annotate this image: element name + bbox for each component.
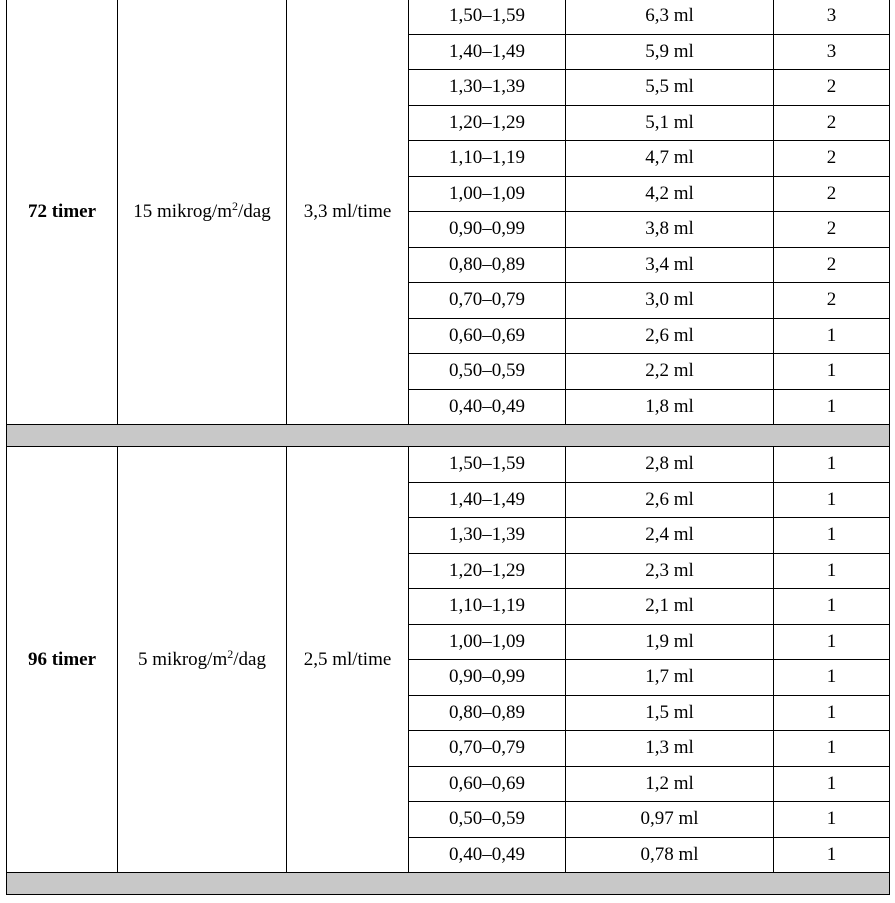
range-cell: 0,60–0,69 <box>409 318 566 354</box>
count-cell: 2 <box>774 105 890 141</box>
volume-cell: 6,3 ml <box>566 0 774 34</box>
range-cell: 0,70–0,79 <box>409 283 566 319</box>
volume-cell: 5,1 ml <box>566 105 774 141</box>
range-cell: 1,40–1,49 <box>409 482 566 518</box>
range-cell: 1,00–1,09 <box>409 176 566 212</box>
separator-cell <box>7 873 890 895</box>
range-cell: 0,90–0,99 <box>409 212 566 248</box>
count-cell: 2 <box>774 247 890 283</box>
separator-row <box>7 873 890 895</box>
duration-cell: 72 timer <box>7 0 118 425</box>
count-cell: 1 <box>774 624 890 660</box>
count-cell: 1 <box>774 589 890 625</box>
range-cell: 1,00–1,09 <box>409 624 566 660</box>
dosing-table <box>6 0 890 895</box>
dose-unit: /dag <box>233 648 266 670</box>
range-cell: 0,50–0,59 <box>409 354 566 390</box>
duration-cell: 96 timer <box>7 447 118 873</box>
count-cell: 1 <box>774 447 890 483</box>
dosing-table-body <box>7 0 890 895</box>
volume-cell: 2,6 ml <box>566 318 774 354</box>
volume-cell: 1,8 ml <box>566 389 774 425</box>
table-row <box>7 447 890 483</box>
count-cell: 1 <box>774 482 890 518</box>
count-cell: 1 <box>774 766 890 802</box>
infusion-rate-cell: 3,3 ml/time <box>287 0 409 425</box>
count-cell: 1 <box>774 354 890 390</box>
range-cell: 1,50–1,59 <box>409 0 566 34</box>
range-cell: 0,80–0,89 <box>409 247 566 283</box>
volume-cell: 0,78 ml <box>566 837 774 873</box>
count-cell: 1 <box>774 731 890 767</box>
count-cell: 1 <box>774 802 890 838</box>
count-cell: 1 <box>774 553 890 589</box>
range-cell: 0,70–0,79 <box>409 731 566 767</box>
range-cell: 1,40–1,49 <box>409 34 566 70</box>
count-cell: 2 <box>774 176 890 212</box>
dose-exponent: 2 <box>231 198 238 213</box>
volume-cell: 2,1 ml <box>566 589 774 625</box>
dose-cell <box>118 0 287 425</box>
volume-cell: 3,4 ml <box>566 247 774 283</box>
range-cell: 0,90–0,99 <box>409 660 566 696</box>
separator-row <box>7 425 890 447</box>
count-cell: 1 <box>774 318 890 354</box>
range-cell: 0,40–0,49 <box>409 837 566 873</box>
range-cell: 0,50–0,59 <box>409 802 566 838</box>
count-cell: 1 <box>774 837 890 873</box>
volume-cell: 1,5 ml <box>566 695 774 731</box>
volume-cell: 2,8 ml <box>566 447 774 483</box>
count-cell: 1 <box>774 389 890 425</box>
count-cell: 3 <box>774 34 890 70</box>
dose-cell <box>118 447 287 873</box>
volume-cell: 2,2 ml <box>566 354 774 390</box>
separator-cell <box>7 425 890 447</box>
volume-cell: 3,0 ml <box>566 283 774 319</box>
volume-cell: 4,7 ml <box>566 141 774 177</box>
dose-exponent: 2 <box>227 646 234 661</box>
volume-cell: 1,2 ml <box>566 766 774 802</box>
count-cell: 2 <box>774 141 890 177</box>
range-cell: 1,10–1,19 <box>409 589 566 625</box>
range-cell: 1,30–1,39 <box>409 70 566 106</box>
volume-cell: 3,8 ml <box>566 212 774 248</box>
volume-cell: 4,2 ml <box>566 176 774 212</box>
volume-cell: 2,6 ml <box>566 482 774 518</box>
volume-cell: 1,3 ml <box>566 731 774 767</box>
infusion-rate-cell: 2,5 ml/time <box>287 447 409 873</box>
table-row <box>7 0 890 34</box>
range-cell: 1,50–1,59 <box>409 447 566 483</box>
range-cell: 0,60–0,69 <box>409 766 566 802</box>
volume-cell: 2,4 ml <box>566 518 774 554</box>
range-cell: 1,20–1,29 <box>409 105 566 141</box>
volume-cell: 0,97 ml <box>566 802 774 838</box>
count-cell: 2 <box>774 212 890 248</box>
range-cell: 0,40–0,49 <box>409 389 566 425</box>
dose-value: 5 mikrog/m <box>138 648 228 670</box>
volume-cell: 2,3 ml <box>566 553 774 589</box>
count-cell: 2 <box>774 70 890 106</box>
volume-cell: 5,9 ml <box>566 34 774 70</box>
range-cell: 1,20–1,29 <box>409 553 566 589</box>
count-cell: 1 <box>774 695 890 731</box>
dose-value: 15 mikrog/m <box>133 200 232 222</box>
count-cell: 1 <box>774 660 890 696</box>
count-cell: 1 <box>774 518 890 554</box>
count-cell: 3 <box>774 0 890 34</box>
range-cell: 0,80–0,89 <box>409 695 566 731</box>
dose-unit: /dag <box>237 200 271 222</box>
count-cell: 2 <box>774 283 890 319</box>
volume-cell: 5,5 ml <box>566 70 774 106</box>
range-cell: 1,30–1,39 <box>409 518 566 554</box>
volume-cell: 1,7 ml <box>566 660 774 696</box>
range-cell: 1,10–1,19 <box>409 141 566 177</box>
volume-cell: 1,9 ml <box>566 624 774 660</box>
